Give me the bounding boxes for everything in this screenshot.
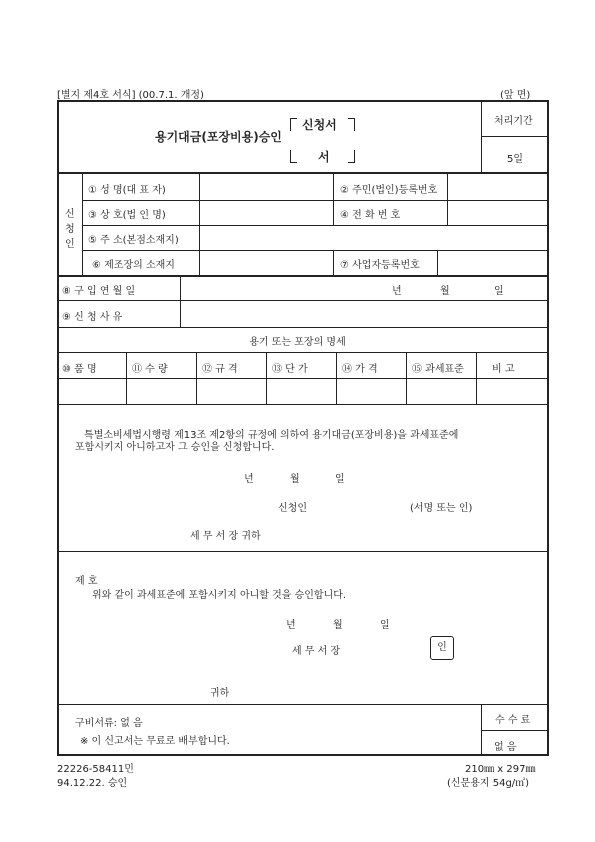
col-remarks: 비 고: [492, 364, 515, 375]
free-distribution-note: ※ 이 신고서는 무료로 배부합니다.: [80, 736, 230, 747]
purchase-day: 일: [494, 286, 504, 297]
signature-note: (서명 또는 인): [410, 503, 473, 514]
phone-field[interactable]: [450, 202, 546, 223]
label-purchase-date: ⑧ 구 입 연 월 일: [62, 286, 136, 297]
statement-line-1: 특별소비세법시행령 제13조 제2항의 규정에 의하여 용기대금(포장비용)을 과세표준에: [84, 430, 459, 441]
cell-price[interactable]: [339, 380, 404, 402]
approval-chief: 세 무 서 장: [292, 646, 341, 657]
label-registration-no: ② 주민(법인)등록번호: [340, 185, 438, 196]
label-factory-location: ⑥ 제조장의 소재지: [92, 260, 175, 271]
cell-spec[interactable]: [199, 380, 264, 402]
label-business-no: ⑦ 사업자등록번호: [340, 260, 420, 271]
statement-applicant: 신청인: [278, 503, 307, 514]
specs-title: 용기 또는 포장의 명세: [249, 337, 346, 348]
title-option-document: 서: [318, 150, 330, 164]
name-field[interactable]: [202, 174, 330, 198]
applicant-signature-field[interactable]: [320, 495, 400, 511]
col-price: ⑭ 가 격: [342, 364, 378, 375]
purchase-date-field[interactable]: [183, 277, 545, 298]
approval-day: 일: [380, 620, 390, 631]
applicant-side-label-1: 신: [65, 209, 75, 220]
approval-no-label: 제 호: [75, 576, 98, 587]
label-company: ③ 상 호(법 인 명): [88, 210, 166, 221]
statement-line-2: 포함시키지 아니하고자 그 승인을 신청합니다.: [75, 442, 275, 453]
company-field[interactable]: [202, 202, 330, 223]
approval-text: 위와 같이 과세표준에 포함시키지 아니할 것을 승인합니다.: [92, 590, 347, 601]
processing-period-label: 처리기간: [494, 116, 533, 127]
fee-value: 없 음: [494, 742, 517, 753]
applicant-side-label-3: 인: [65, 239, 75, 250]
title-option-application: 신청서: [302, 118, 337, 132]
processing-period-value: 5일: [507, 154, 524, 165]
applicant-side-label-2: 청: [65, 224, 75, 235]
label-reason: ⑨ 신 청 사 유: [62, 312, 123, 323]
cell-remarks[interactable]: [479, 380, 545, 402]
purchase-month: 월: [440, 286, 450, 297]
address-field[interactable]: [202, 227, 546, 248]
label-name: ① 성 명(대 표 자): [88, 185, 166, 196]
form-number: [별지 제4호 서식] (00.7.1. 개정): [57, 90, 204, 101]
business-no-field[interactable]: [440, 252, 546, 273]
registration-no-field[interactable]: [450, 174, 546, 198]
col-tax-base: ⑮ 과세표준: [412, 364, 464, 375]
label-address: ⑤ 주 소(본점소재지): [88, 235, 179, 246]
paper-size: 210㎜ x 297㎜: [465, 764, 536, 775]
approval-month: 월: [333, 620, 343, 631]
cell-tax-base[interactable]: [409, 380, 474, 402]
col-quantity: ⑪ 수 량: [132, 364, 168, 375]
col-unit-price: ⑬ 단 가: [272, 364, 308, 375]
purchase-year: 년: [392, 286, 402, 297]
required-docs: 구비서류: 없 음: [75, 718, 143, 729]
statement-addressee: 세 무 서 장 귀하: [190, 531, 261, 542]
approval-date: 94.12.22. 승인: [57, 778, 128, 789]
cell-item[interactable]: [59, 380, 124, 402]
col-item: ⑩ 품 명: [62, 364, 97, 375]
cell-quantity[interactable]: [129, 380, 194, 402]
fee-label: 수 수 료: [495, 715, 531, 726]
factory-location-field[interactable]: [202, 252, 330, 273]
col-spec: ⑫ 규 격: [202, 364, 238, 375]
approval-to: 귀하: [210, 688, 230, 699]
label-phone: ④ 전 화 번 호: [340, 210, 401, 221]
statement-day: 일: [335, 474, 345, 485]
approval-year: 년: [286, 620, 296, 631]
seal-box: 인: [430, 636, 454, 660]
statement-month: 월: [290, 474, 300, 485]
form-code: 22226-58411민: [57, 764, 134, 775]
paper-type: (신문용지 54g/㎡): [447, 778, 530, 789]
statement-year: 년: [244, 474, 254, 485]
form-title: 용기대금(포장비용)승인: [155, 130, 282, 144]
cell-unit-price[interactable]: [269, 380, 334, 402]
page-side: (앞 면): [500, 90, 531, 101]
reason-field[interactable]: [183, 302, 545, 325]
